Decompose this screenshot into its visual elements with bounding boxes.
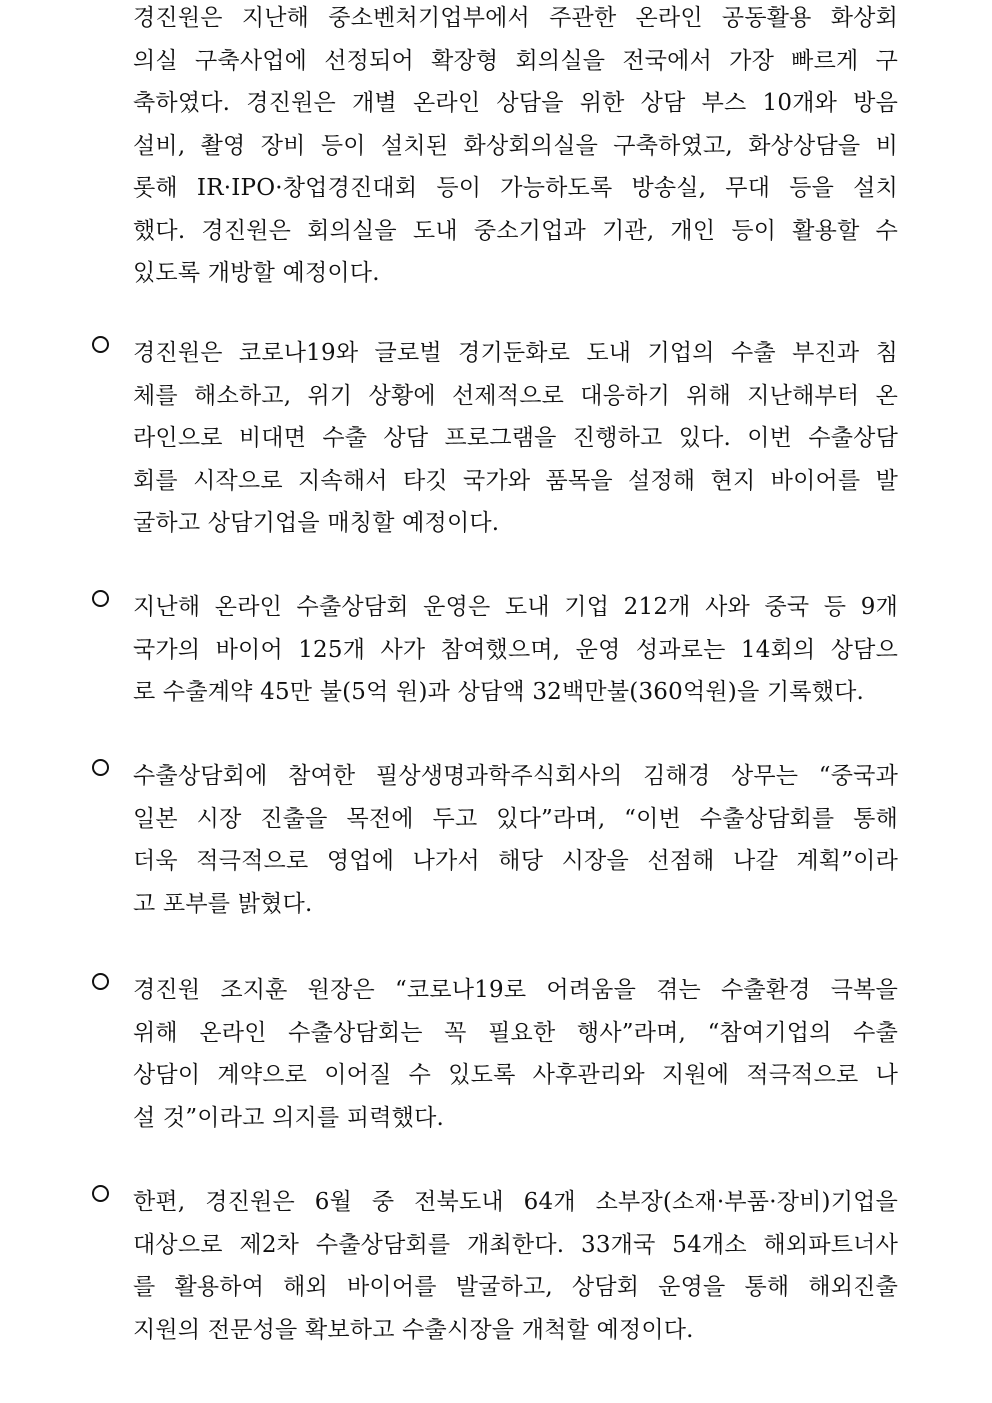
circle-bullet-icon — [92, 759, 109, 776]
paragraph-text — [133, 1181, 898, 1351]
text-line: 고 포부를 밝혔다. — [133, 890, 313, 917]
paragraph-text — [133, 969, 898, 1139]
paragraph-4 — [92, 755, 898, 925]
circle-bullet-icon — [92, 336, 109, 353]
text-line: 굴하고 상담기업을 매칭할 예정이다. — [133, 510, 500, 536]
paragraph-6 — [92, 1181, 898, 1351]
text-line: 경진원은 코로나19와 글로벌 경기둔화로 도내 기업의 수출 부진과 침 — [133, 340, 898, 366]
text-line: 롯해 IR·IPO·창업경진대회 등이 가능하도록 방송실, 무대 등을 설치 — [133, 175, 898, 201]
text-line: 수출상담회에 참여한 필상생명과학주식회사의 김해경 상무는 “중국과 — [133, 763, 898, 789]
text-line: 경진원은 지난해 중소벤처기업부에서 주관한 온라인 공동활용 화상회 — [133, 5, 898, 31]
text-line: 의실 구축사업에 선정되어 확장형 회의실을 전국에서 가장 빠르게 구 — [133, 47, 898, 74]
paragraph-5 — [92, 969, 898, 1139]
text-line: 를 활용하여 해외 바이어를 발굴하고, 상담회 운영을 통해 해외진출 — [133, 1274, 898, 1300]
text-line: 국가의 바이어 125개 사가 참여했으며, 운영 성과로는 14회의 상담으 — [133, 636, 898, 663]
text-line: 했다. 경진원은 회의실을 도내 중소기업과 기관, 개인 등이 활용할 수 — [133, 217, 898, 244]
circle-bullet-icon — [92, 1185, 109, 1202]
text-line: 상담이 계약으로 이어질 수 있도록 사후관리와 지원에 적극적으로 나 — [133, 1062, 898, 1088]
text-line: 로 수출계약 45만 불(5억 원)과 상담액 32백만불(360억원)을 기록했다. — [133, 679, 865, 705]
paragraph-2 — [92, 332, 898, 545]
paragraph-3 — [92, 586, 898, 714]
text-line: 체를 해소하고, 위기 상황에 선제적으로 대응하기 위해 지난해부터 온 — [133, 382, 898, 409]
paragraph-1 — [92, 0, 898, 295]
text-line: 대상으로 제2차 수출상담회를 개최한다. 33개국 54개소 해외파트너사 — [133, 1231, 898, 1258]
paragraph-text — [133, 0, 898, 295]
text-line: 지원의 전문성을 확보하고 수출시장을 개척할 예정이다. — [133, 1316, 694, 1343]
text-line: 지난해 온라인 수출상담회 운영은 도내 기업 212개 사와 중국 등 9개 — [133, 594, 898, 620]
text-line: 있도록 개방할 예정이다. — [133, 260, 380, 286]
text-line: 축하였다. 경진원은 개별 온라인 상담을 위한 상담 부스 10개와 방음 — [133, 90, 898, 116]
text-line: 일본 시장 진출을 목전에 두고 있다”라며, “이번 수출상담회를 통해 — [133, 805, 898, 832]
text-line: 설 것”이라고 의지를 피력했다. — [133, 1104, 445, 1131]
paragraph-text — [133, 332, 898, 545]
text-line: 경진원 조지훈 원장은 “코로나19로 어려움을 겪는 수출환경 극복을 — [133, 977, 898, 1003]
text-line: 한편, 경진원은 6월 중 전북도내 64개 소부장(소재·부품·장비)기업을 — [133, 1189, 898, 1215]
text-line: 설비, 촬영 장비 등이 설치된 화상회의실을 구축하였고, 화상상담을 비 — [133, 132, 898, 159]
paragraph-text — [133, 755, 898, 925]
text-line: 회를 시작으로 지속해서 타깃 국가와 품목을 설정해 현지 바이어를 발 — [133, 467, 898, 494]
circle-bullet-icon — [92, 590, 109, 607]
circle-bullet-icon — [92, 973, 109, 990]
paragraph-text — [133, 586, 898, 714]
text-line: 라인으로 비대면 수출 상담 프로그램을 진행하고 있다. 이번 수출상담 — [133, 425, 898, 451]
text-line: 위해 온라인 수출상담회는 꼭 필요한 행사”라며, “참여기업의 수출 — [133, 1019, 898, 1046]
text-line: 더욱 적극적으로 영업에 나가서 해당 시장을 선점해 나갈 계획”이라 — [133, 848, 898, 874]
